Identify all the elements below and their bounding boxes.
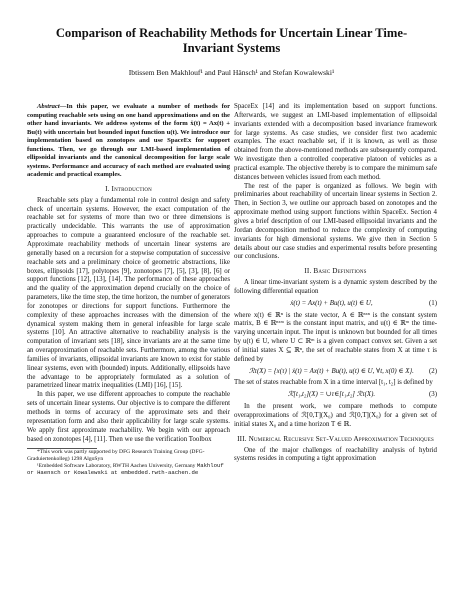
equation-body: ẋ(t) = Ax(t) + Bu(t), u(t) ∈ U, [290, 299, 373, 307]
section-heading: I. Introduction [105, 184, 152, 193]
equation-body: ℛ[t₁,t₂](X) = ∪τ∈[t₁,t₂] ℛτ(X). [287, 391, 376, 399]
equation [234, 368, 437, 377]
paragraph: In the present work, we compare methods to compute overapproximations of ℛ[0,T](X₀) and ℛ[0,T](X₀) for a given set of initial states X₀ and a time horizon T ∈ ℝ. [234, 403, 437, 428]
section-heading: II. Basic Definitions [304, 267, 367, 276]
paragraph: SpaceEx [14] and its implementation based on support functions. Afterwards, we suggest an LMI-based implementation of ellipsoidal invariants extended with a decomposition based invariance framework for large systems. As case studies, we consider first two academic examples. The exact reachable set, if it is known, as well as those obtained from the above-mentioned methods are subsequently compared. We investigate then a controlled cooperative platoon of vehicles as a practical example. The objective thereby is to compare the minimum safe distances between vehicles issued from each method. [234, 103, 437, 181]
section-heading: III. Numerical Recursive Set-Valued Approximation Techniques [237, 434, 434, 443]
paragraph: A linear time-invariant system is a dynamic system described by the following differential equation [234, 279, 437, 295]
equation [234, 300, 437, 309]
paragraph: where x(t) ∈ ℝⁿ is the state vector, A ∈ ℝⁿˣⁿ is the constant system matrix, B ∈ ℝⁿˣᵐ is the constant input matrix, and u(t) ∈ ℝᵐ the time-varying uncertain input. The input is unknown but bounded for all times by u(t) ∈ U, where U ⊂ ℝᵐ is a given compact convex set. Given a set of initial states X ⊆ ℝⁿ, the set of reachable states from X at time τ is defined by [234, 311, 437, 363]
right-column [234, 103, 437, 464]
equation [234, 391, 437, 400]
paragraph: In this paper, we use different approaches to compute the reachable sets of uncertain linear systems. Our objective is to compare the different methods in terms of accuracy of the approximate sets and their representation form and also their applicability for large scale systems. We apply first approximate reachability. We begin with our approach based on zonotopes [4], [11]. Then we use the verification Toolbox [27, 391, 230, 443]
paragraph: The rest of the paper is organized as follows. We begin with preliminaries about reachability of uncertain linear systems in Section 2. Then, in Section 3, we outline our approach based on zonotopes and the approximate method using support functions within SpaceEx. Section 4 gives a brief description of our LMI-based ellipsoidal invariants and the Jordan decomposition method to reduce the complexity of computing invariants for high dimensional systems. We give then in Section 5 details about our case studies and experimental results before presenting our conclusions. [234, 182, 437, 261]
left-column [27, 103, 230, 477]
equation-number: (1) [428, 299, 437, 307]
equation-number: (3) [428, 391, 437, 399]
footnote [27, 463, 230, 477]
abstract [27, 103, 230, 180]
footnote-email: Makhlouf or Haensch or Kowalewski at embedded.rwth-aachen.de [27, 461, 224, 476]
paper-authors: Ibtissem Ben Makhlouf¹ and Paul Hänsch¹ and Stefan Kowalewski¹ [128, 68, 335, 77]
footnote: *This work was partly supported by DFG Research Training Group (DFG-Graduiertenkolleg) 1298 AlgoSyn [27, 449, 205, 463]
equation-number: (2) [428, 367, 437, 375]
footnote-affiliation: ¹Embedded Software Laboratory, RWTH Aachen University, Germany [37, 462, 197, 469]
abstract-label: Abstract— [37, 103, 67, 110]
equation-body: ℛτ(X) = {x(τ) | ẋ(t) = Ax(t) + Bu(t), u(t) ∈ U, ∀t, x(0) ∈ X}. [249, 367, 414, 375]
abstract-text: In this paper, we evaluate a number of methods for computing reachable sets using on one hand approximations and on the other hand invariants. We address systems of the form ẋ(t) = Ax(t) + Bu(t) with uncertain but bounded input function u(t). We introduce our implementation based on zonotopes and use SpaceEx for support functions. Then, we go through our LMI-based implementation of ellipsoidal invariants and the canonical decomposition for large scale systems. Performance and accuracy of each method are evaluated using academic and practical examples. [27, 103, 230, 179]
paper-title: Comparison of Reachability Methods for Uncertain Linear Time-Invariant Systems [55, 26, 408, 55]
paragraph: One of the major challenges of reachability analysis of hybrid systems resides in computing a tight approximation [234, 446, 437, 463]
paragraph: The set of states reachable from X in a time interval [t₁, t₂] is defined by [234, 379, 433, 387]
paragraph: Reachable sets play a fundamental role in control design and safety check of uncertain systems. However, the exact computation of the reachable set for systems of more than two or three dimensions is practically undecidable. This warrants the use of approximation approaches to compute a guaranteed enclosure of the reachable set. Approximate reachability methods of uncertain linear systems are generally based on a recursion for a stepwise computation of successive reachable sets and a preliminary choice of geometric abstractions, like boxes, ellipsoids [17], polytopes [9], zonotopes [7], [5], [3], [8], [6] or support functions [12], [13], [14]. The performance of these approaches and the quality of the approximation depend crucially on the choice of parameters, like the time step, the time horizon, the number of generators for zonotopes or directions for support functions. Furthermore the complexity of these approaches increases with the dimension of the dynamical system making them in general infeasible for large scale systems [10]. An attractive alternative to reachability analysis is the computation of invariant sets [18], since invariants are at the same time an overapproximation of reachable sets. Furthermore, among the various families of invariants, ellipsoidal invariants are known to exist for stable linear systems, even with (bounded) inputs. Additionally, ellipsoids have the advantage to be appropriately formulated as a solution of parametrized linear matrix inequalities (LMI) [16], [15]. [27, 196, 230, 390]
